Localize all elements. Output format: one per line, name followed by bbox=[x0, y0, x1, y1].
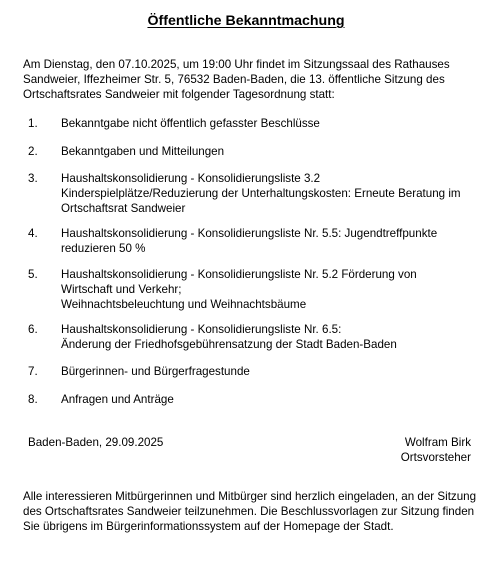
agenda-item-number: 1. bbox=[28, 117, 38, 130]
agenda-item-text bbox=[61, 226, 481, 256]
agenda-item-line: Anfragen und Anträge bbox=[61, 393, 174, 406]
agenda-item-line: Wirtschaft und Verkehr; bbox=[61, 283, 182, 296]
signatory-name: Wolfram Birk bbox=[404, 436, 471, 449]
agenda-item-line: Bürgerinnen- und Bürgerfragestunde bbox=[61, 365, 250, 378]
agenda-item-line: Bekanntgaben und Mitteilungen bbox=[61, 145, 225, 158]
agenda-item-line: Haushaltskonsolidierung - Konsolidierungsliste Nr. 5.2 Förderung von bbox=[61, 268, 417, 281]
agenda-item-number: 2. bbox=[28, 145, 38, 158]
agenda-item-line: Haushaltskonsolidierung - Konsolidierungsliste 3.2 bbox=[61, 172, 321, 185]
agenda-item-text bbox=[61, 116, 481, 131]
closing-paragraph: Alle interessieren Mitbürgerinnen und Mitbürger sind herzlich eingeladen, an der Sitzung des Ortschaftsrates Sandweier teilzunehmen. Die Beschlussvorlagen zur Sitzung finden Sie übrigens im Bürgerinformationssystem auf der Homepage der Stadt. bbox=[23, 490, 477, 533]
page-title: Öffentliche Bekanntmachung bbox=[147, 13, 345, 29]
agenda-item-number: 8. bbox=[28, 393, 38, 406]
agenda-item-line: Kinderspielplätze/Reduzierung der Unterhaltungskosten: Erneute Beratung im bbox=[61, 187, 461, 200]
agenda-item-number: 5. bbox=[28, 268, 38, 281]
agenda-item-number: 3. bbox=[28, 172, 38, 185]
agenda-item-line: Bekanntgabe nicht öffentlich gefasster Beschlüsse bbox=[61, 117, 320, 130]
agenda-item-text bbox=[61, 364, 481, 379]
signature-block bbox=[401, 435, 471, 465]
signatory-role: Ortsvorsteher bbox=[400, 451, 471, 464]
agenda-item-number: 7. bbox=[28, 365, 38, 378]
agenda-item-line: reduzieren 50 % bbox=[61, 242, 146, 255]
agenda-item-text bbox=[61, 267, 481, 312]
agenda-item-text bbox=[61, 171, 481, 216]
agenda-item-line: Haushaltskonsolidierung - Konsolidierungsliste Nr. 6.5: bbox=[61, 323, 342, 336]
agenda-item-line: Änderung der Friedhofsgebührensatzung der Stadt Baden-Baden bbox=[61, 338, 397, 351]
agenda-item-text bbox=[61, 322, 481, 352]
intro-paragraph: Am Dienstag, den 07.10.2025, um 19:00 Uhr findet im Sitzungssaal des Rathauses Sandweier, Iffezheimer Str. 5, 76532 Baden-Baden, die 13. öffentliche Sitzung des Ortschaftsrates Sandweier mit folgender Tagesordnung statt: bbox=[23, 58, 450, 101]
place-and-date: Baden-Baden, 29.09.2025 bbox=[28, 436, 164, 449]
agenda-item-number: 4. bbox=[28, 227, 38, 240]
agenda-item-line: Weihnachtsbeleuchtung und Weihnachtsbäume bbox=[61, 298, 307, 311]
agenda-item-number: 6. bbox=[28, 323, 38, 336]
agenda-item-line: Haushaltskonsolidierung - Konsolidierungsliste Nr. 5.5: Jugendtreffpunkte bbox=[61, 227, 438, 240]
agenda-item-text bbox=[61, 392, 481, 407]
agenda-item-line: Ortschaftsrat Sandweier bbox=[61, 202, 186, 215]
agenda-item-text bbox=[61, 144, 481, 159]
